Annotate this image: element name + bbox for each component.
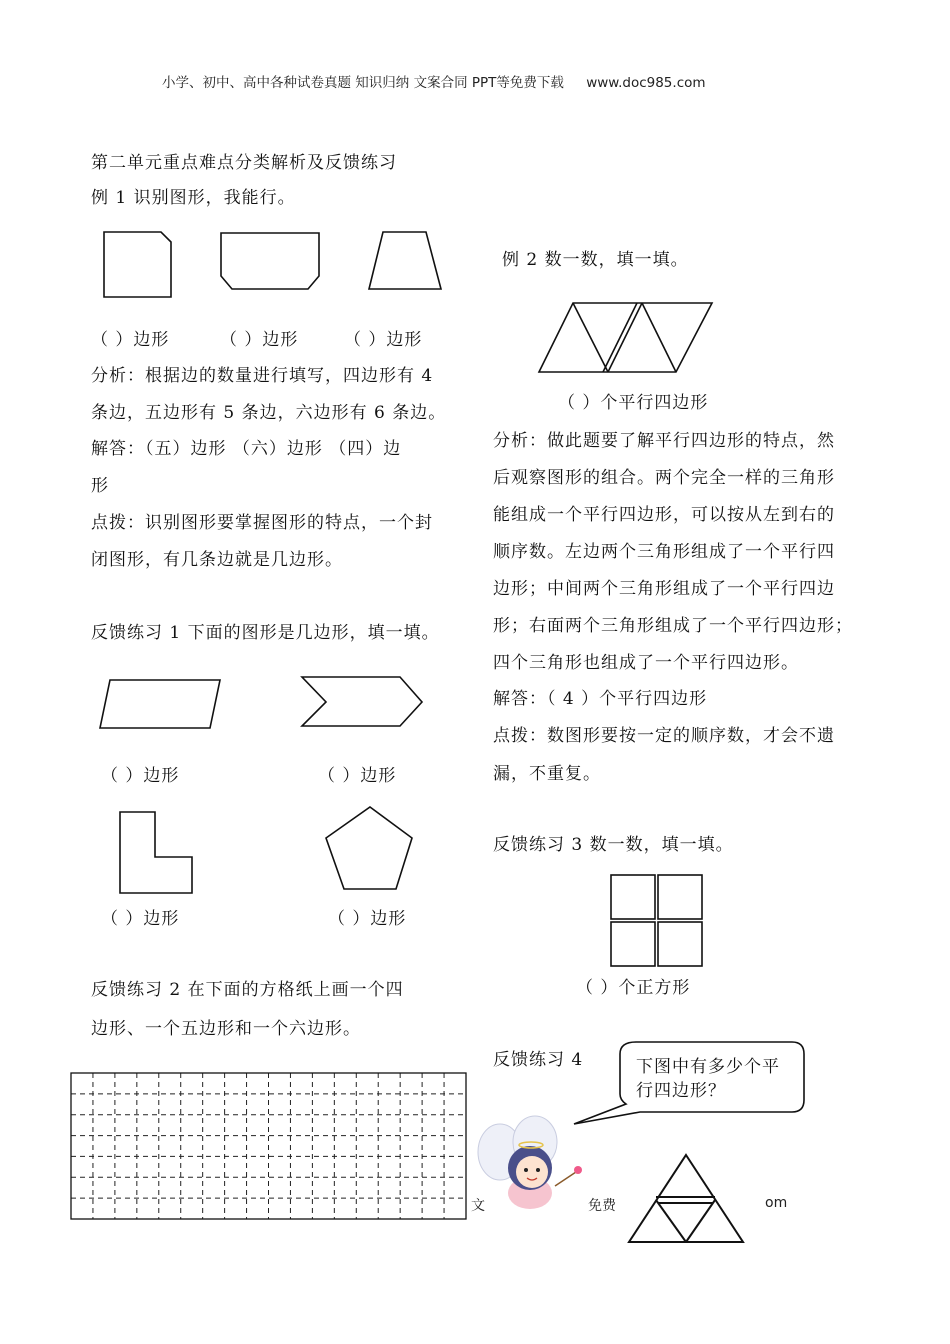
example1-blank-3[interactable]: （ ）边形: [344, 330, 423, 350]
feedback1-blank-1[interactable]: （ ）边形: [101, 766, 180, 786]
example2-tip-line-1: 点拨：数图形要按一定的顺序数，才会不遗: [493, 726, 835, 746]
bubble-line-2: 行四边形？: [636, 1081, 726, 1101]
example2-analysis-line-4: 顺序数。左边两个三角形组成了一个平行四: [493, 542, 835, 562]
example1-blank-2[interactable]: （ ）边形: [220, 330, 299, 350]
example2-tip-line-2: 漏，不重复。: [493, 764, 601, 784]
example2-heading: 例 2 数一数，填一填。: [502, 250, 689, 270]
header-text: 小学、初中、高中各种试卷真题 知识归纳 文案合同 PPT等免费下载: [162, 75, 564, 91]
feedback2-line-2: 边形、一个五边形和一个六边形。: [91, 1019, 361, 1039]
feedback1-blank-3[interactable]: （ ）边形: [101, 909, 180, 929]
example1-analysis-line-2: 条边，五边形有 5 条边，六边形有 6 条边。: [91, 403, 447, 423]
feedback1-heading: 反馈练习 1 下面的图形是几边形，填一填。: [91, 623, 440, 643]
feedback2-line-1: 反馈练习 2 在下面的方格纸上画一个四: [91, 980, 404, 1000]
feedback3-heading: 反馈练习 3 数一数，填一填。: [493, 835, 734, 855]
example1-heading: 例 1 识别图形，我能行。: [91, 188, 296, 208]
example1-answer-line-1: 解答：（五）边形 （六）边形 （四）边: [91, 439, 402, 459]
example2-analysis-line-1: 分析：做此题要了解平行四边形的特点，然: [493, 431, 835, 451]
header-site-link[interactable]: www.doc985.com: [586, 75, 706, 91]
example2-analysis-line-5: 边形；中间两个三角形组成了一个平行四边: [493, 579, 835, 599]
footer-fragment-right: om: [765, 1195, 788, 1211]
example2-analysis-line-2: 后观察图形的组合。两个完全一样的三角形: [493, 468, 835, 488]
bubble-line-1: 下图中有多少个平: [636, 1057, 780, 1077]
example2-analysis-line-3: 能组成一个平行四边形，可以按从左到右的: [493, 505, 835, 525]
example2-analysis-line-7: 四个三角形也组成了一个平行四边形。: [493, 653, 799, 673]
feedback3-blank[interactable]: （ ）个正方形: [576, 978, 691, 998]
example2-analysis-line-6: 形；右面两个三角形组成了一个平行四边形；: [493, 616, 853, 636]
footer-fragment-mid: 免费: [588, 1198, 616, 1214]
feedback1-blank-4[interactable]: （ ）边形: [328, 909, 407, 929]
footer-fragment-left: 文: [471, 1198, 485, 1214]
page-title: 第二单元重点难点分类解析及反馈练习: [91, 153, 397, 173]
feedback4-heading: 反馈练习 4: [493, 1050, 584, 1070]
example2-answer: 解答：（ 4 ）个平行四边形: [493, 689, 708, 709]
example1-answer-line-2: 形: [91, 476, 109, 496]
example1-blank-1[interactable]: （ ）边形: [91, 330, 170, 350]
example1-tip-line-1: 点拨：识别图形要掌握图形的特点，一个封: [91, 513, 433, 533]
example1-analysis-line-1: 分析：根据边的数量进行填写，四边形有 4: [91, 366, 434, 386]
example1-tip-line-2: 闭图形，有几条边就是几边形。: [91, 550, 343, 570]
feedback1-blank-2[interactable]: （ ）边形: [318, 766, 397, 786]
example2-blank[interactable]: （ ）个平行四边形: [558, 393, 709, 413]
